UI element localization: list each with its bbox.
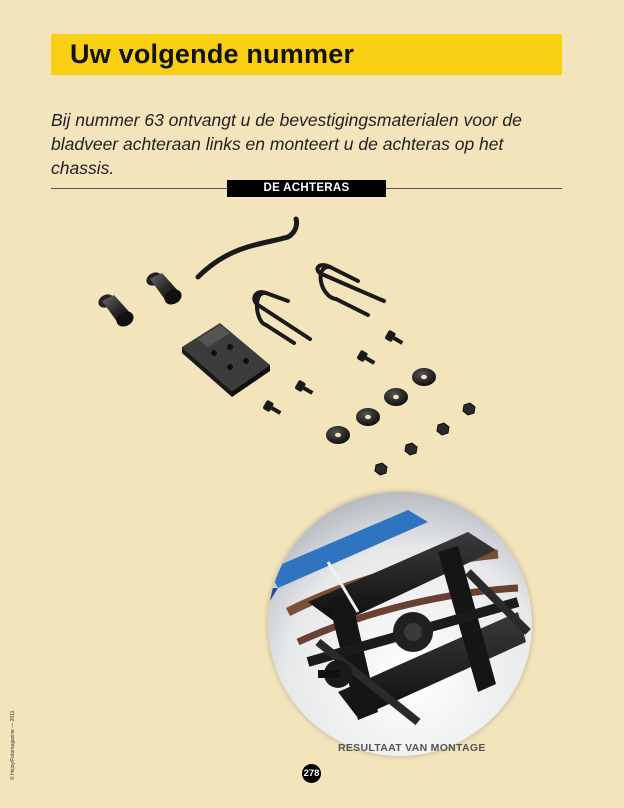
parts-illustration [80,205,510,485]
divider-left [51,188,227,189]
section-label: DE ACHTERAS [227,180,386,197]
divider-right [386,188,562,189]
mounting-plate [182,323,270,397]
u-bolt-left [254,292,310,343]
intro-text: Bij nummer 63 ontvangt u de bevestigingsmaterialen voor de bladveer achteraan links en monteert u de achteras op het chassis. [51,110,522,178]
spring-rod [198,219,297,277]
bolts [262,330,405,418]
u-bolt-right [317,265,384,315]
result-caption: RESULTAAT VAN MONTAGE [338,742,486,754]
assembly-result-image [268,492,532,756]
page-number: 278 [302,764,321,783]
washers [326,368,436,444]
nuts [375,403,475,475]
bushing-right [144,270,184,308]
bushing-left [96,292,136,330]
title-bar [51,34,562,75]
page-title: Uw volgende nummer [70,39,355,69]
copyright-text: © Hejoy/Fotomagazine — 2011 [10,710,16,780]
